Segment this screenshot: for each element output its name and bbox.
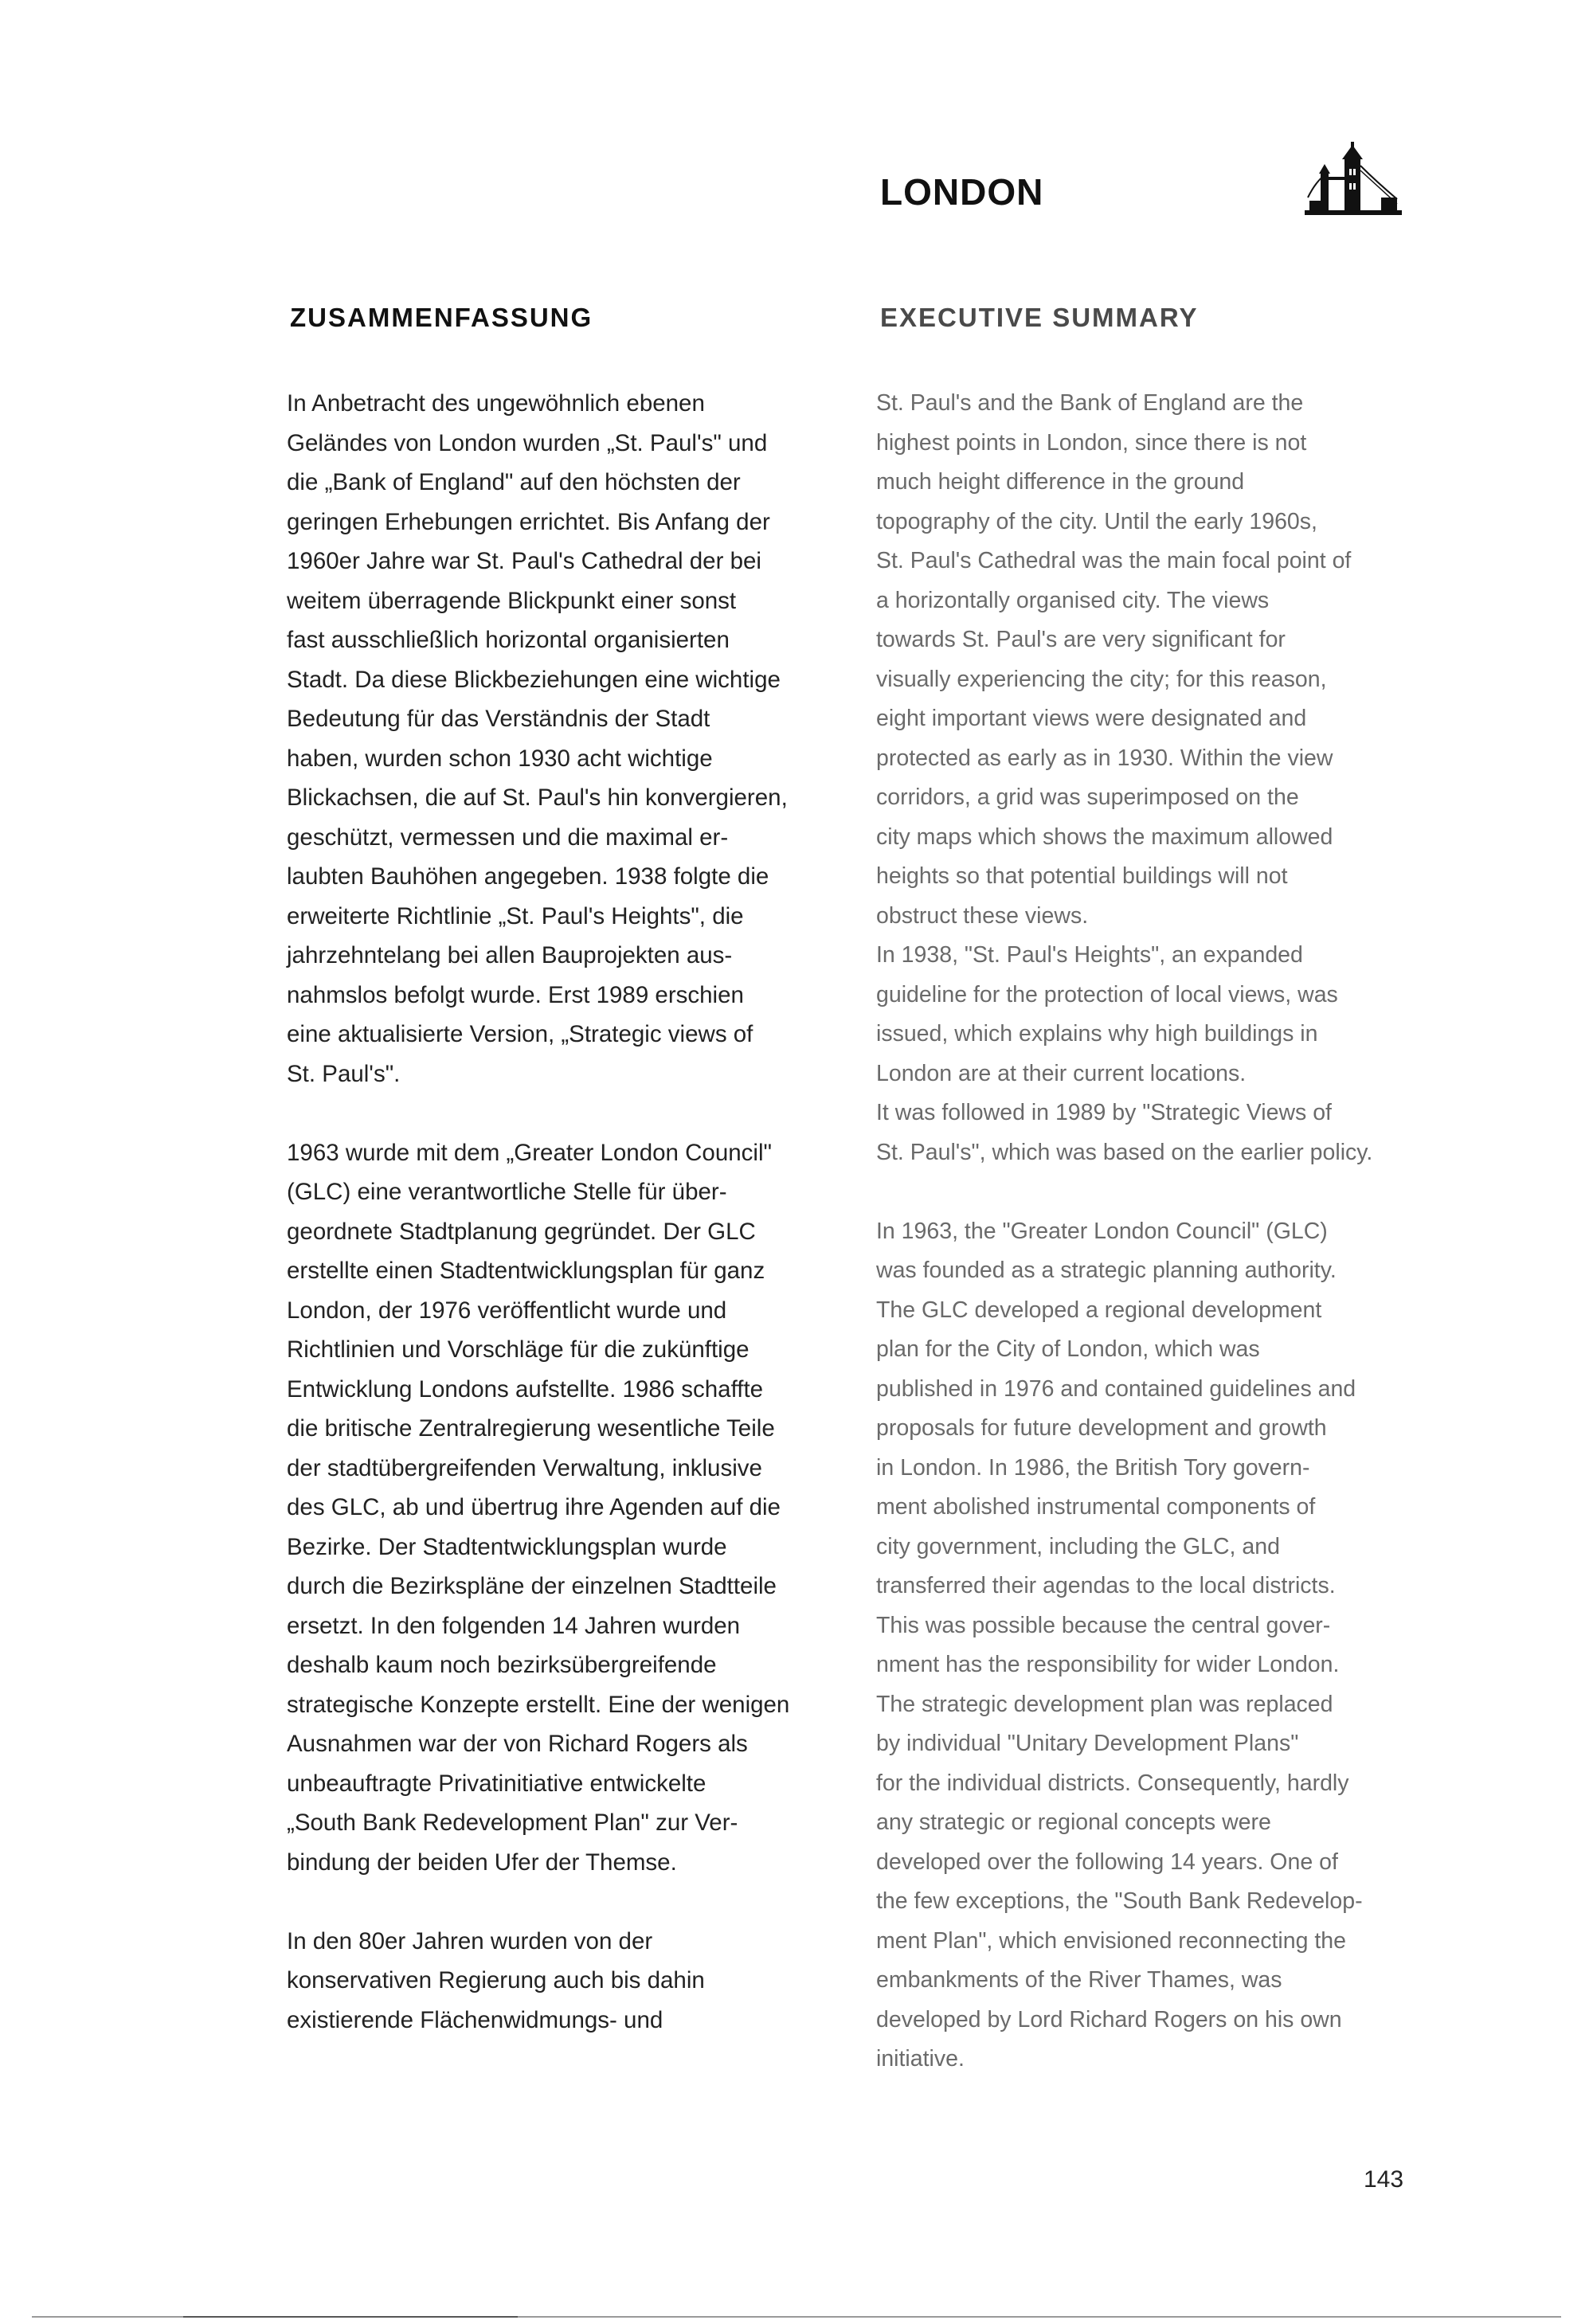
german-paragraph-3: In den 80er Jahren wurden von der konservativen Regierung auch bis dahin existierende Flächenwidmungs- und: [287, 1927, 705, 2033]
german-heading: ZUSAMMENFASSUNG: [290, 303, 593, 332]
german-paragraph-2: 1963 wurde mit dem „Greater London Council" (GLC) eine verantwortliche Stelle für über- geordnete Stadtplanung gegründet. Der GLC erstellte einen Stadtentwicklungsplan für ganz London, der 1976 veröffentlicht wurde und Richtlinien und Vorschläge für die zukünftige Entwicklung Londons aufstellte. 1986 schaffte die britische Zentralregierung wesentliche Teile der stadtübergreifenden Verwaltung, inklusive des GLC, ab und übertrug ihre Agenden auf die Bezirke. Der Stadtentwicklungsplan wurde durch die Bezirkspläne der einzelnen Stadtteile ersetzt. In den folgenden 14 Jahren wurden deshalb kaum noch bezirksübergreifende strategische Konzepte erstellt. Eine der wenigen Ausnahmen war der von Richard Rogers als unbeauftragte Privatinitiative entwickelte „South Bank Redevelopment Plan" zur Ver- bindung der beiden Ufer der Themse.: [287, 1139, 790, 1876]
english-paragraph-2: In 1963, the "Greater London Council" (GLC) was founded as a strategic planning authority. The GLC developed a regional development plan for the City of London, which was published in 1976 and contained guidelines and proposals for future development and growth in London. In 1986, the British Tory govern- ment abolished instrumental components of city government, including the GLC, and transferred their agendas to the local districts. This was possible because the central gover- nment has the responsibility for wider London. The strategic development plan was replaced by individual "Unitary Development Plans" for the individual districts. Consequently, hardly any strategic or regional concepts were developed over the following 14 years. One of the few exceptions, the "South Bank Redevelop- ment Plan", which envisioned reconnecting the embankments of the River Thames, was developed by Lord Richard Rogers on his own initiative.: [876, 1218, 1363, 2072]
english-heading: EXECUTIVE SUMMARY: [880, 303, 1199, 332]
page-title: LONDON: [880, 171, 1044, 213]
german-column: [287, 384, 860, 2079]
page-number: 143: [1364, 2166, 1404, 2193]
english-column: [876, 384, 1418, 2119]
bottom-rule-accent: [183, 2316, 518, 2318]
tower-bridge-icon: [1305, 142, 1402, 215]
english-paragraph-1: St. Paul's and the Bank of England are the highest points in London, since there is not much height difference in the ground topography of the city. Until the early 1960s, St. Paul's Cathedral was the main focal point of a horizontally organised city. The views towards St. Paul's are very significant for visually experiencing the city; for this reason, eight important views were designated and protected as early as in 1930. Within the view corridors, a grid was superimposed on the city maps which shows the maximum allowed heights so that potential buildings will not obstruct these views. In 1938, "St. Paul's Heights", an expanded guideline for the protection of local views, was issued, which explains why high buildings in London are at their current locations. It was followed in 1989 by "Strategic Views of St. Paul's", which was based on the earlier policy.: [876, 390, 1373, 1165]
german-paragraph-1: In Anbetracht des ungewöhnlich ebenen Geländes von London wurden „St. Paul's" und die „Bank of England" auf den höchsten der geringen Erhebungen errichtet. Bis Anfang der 1960er Jahre war St. Paul's Cathedral der bei weitem überragende Blickpunkt einer sonst fast ausschließlich horizontal organisierten Stadt. Da diese Blickbeziehungen eine wichtige Bedeutung für das Verständnis der Stadt haben, wurden schon 1930 acht wichtige Blickachsen, die auf St. Paul's hin konvergieren, geschützt, vermessen und die maximal er- laubten Bauhöhen angegeben. 1938 folgte die erweiterte Richtlinie „St. Paul's Heights", die jahrzehntelang bei allen Bauprojekten aus- nahmslos befolgt wurde. Erst 1989 erschien eine aktualisierte Version, „Strategic views of St. Paul's".: [287, 390, 788, 1087]
